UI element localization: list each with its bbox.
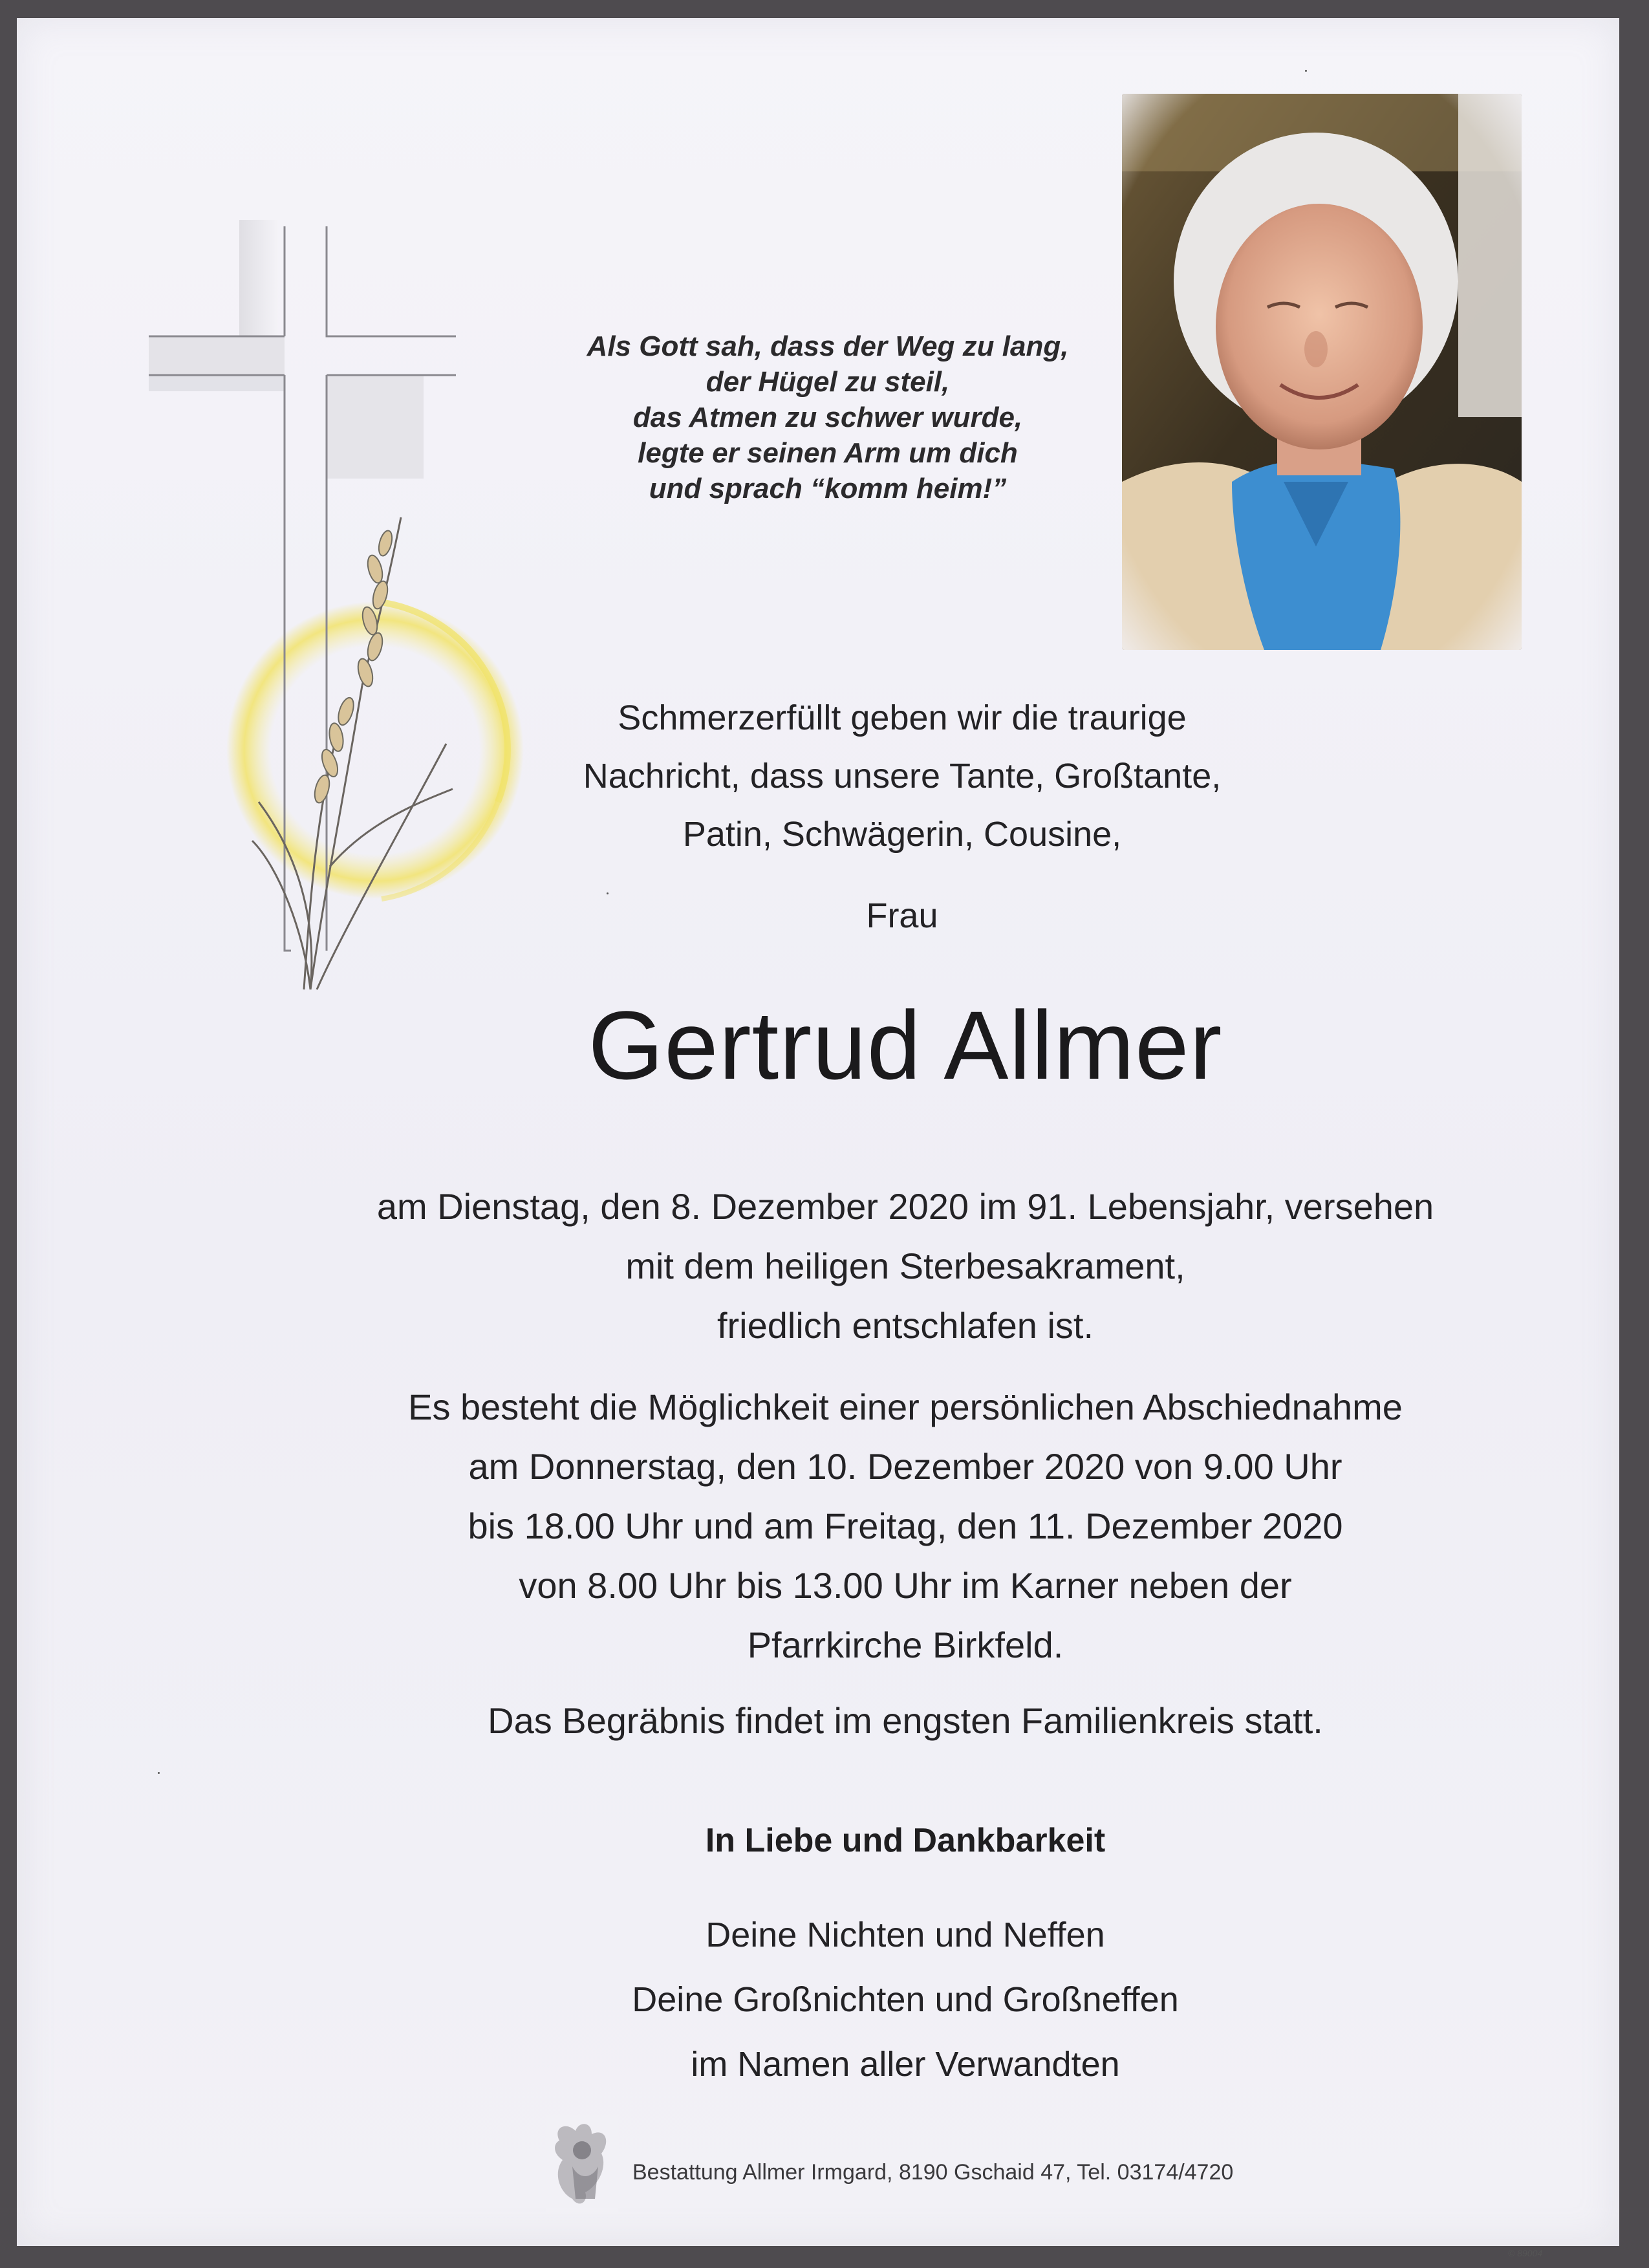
farewell-line: bis 18.00 Uhr und am Freitag, den 11. Dezember 2020 — [468, 1506, 1343, 1546]
death-notice — [272, 1177, 1539, 1355]
closing-phrase: In Liebe und Dankbarkeit — [705, 1822, 1106, 1859]
burial-note: Das Begräbnis findet im engsten Familienkreis statt. — [488, 1700, 1323, 1741]
farewell-line: Es besteht die Möglichkeit einer persönlichen Abschiednahme — [408, 1387, 1403, 1427]
farewell-line: Pfarrkirche Birkfeld. — [747, 1625, 1064, 1665]
poem-line: der Hügel zu steil, — [706, 366, 950, 398]
death-notice-line: am Dienstag, den 8. Dezember 2020 im 91. Lebensjahr, versehen — [376, 1186, 1434, 1227]
intro-line: Nachricht, dass unsere Tante, Großtante, — [583, 757, 1222, 795]
poem-line: legte er seinen Arm um dich — [638, 437, 1018, 469]
poem-line: das Atmen zu schwer wurde, — [632, 402, 1023, 433]
poem-line: Als Gott sah, dass der Weg zu lang, — [587, 330, 1069, 362]
farewell-line: von 8.00 Uhr bis 13.00 Uhr im Karner neben der — [519, 1565, 1292, 1606]
intro-line: Patin, Schwägerin, Cousine, — [682, 815, 1122, 854]
mourner-line: im Namen aller Verwandten — [691, 2045, 1120, 2084]
deceased-name: Gertrud Allmer — [588, 991, 1223, 1099]
scan-speck — [158, 1772, 160, 1774]
farewell-line: am Donnerstag, den 10. Dezember 2020 von 9.00 Uhr — [468, 1446, 1342, 1487]
death-notice-line: mit dem heiligen Sterbesakrament, — [625, 1246, 1185, 1286]
angel-logo-icon — [546, 2115, 618, 2212]
farewell-info — [272, 1377, 1539, 1675]
intro-text — [453, 689, 1352, 863]
funeral-home-contact: Bestattung Allmer Irmgard, 8190 Gschaid 47, Tel. 03174/4720 — [632, 2160, 1234, 2185]
mourner-line: Deine Nichten und Neffen — [706, 1916, 1105, 1954]
mourners-list — [272, 1903, 1539, 2097]
salutation: Frau — [866, 896, 938, 935]
mourner-line: Deine Großnichten und Großneffen — [632, 1980, 1179, 2019]
poem-line: und sprach “komm heim!” — [649, 473, 1007, 504]
scan-speck — [607, 892, 609, 894]
death-notice-line: friedlich entschlafen ist. — [717, 1305, 1094, 1346]
print-code: © 89004 — [1508, 2248, 1543, 2258]
cross-with-wheat-icon — [149, 220, 550, 996]
intro-line: Schmerzerfüllt geben wir die traurige — [618, 698, 1187, 737]
poem — [491, 329, 1164, 506]
portrait-photo — [1122, 94, 1522, 650]
scan-speck — [1305, 70, 1307, 72]
